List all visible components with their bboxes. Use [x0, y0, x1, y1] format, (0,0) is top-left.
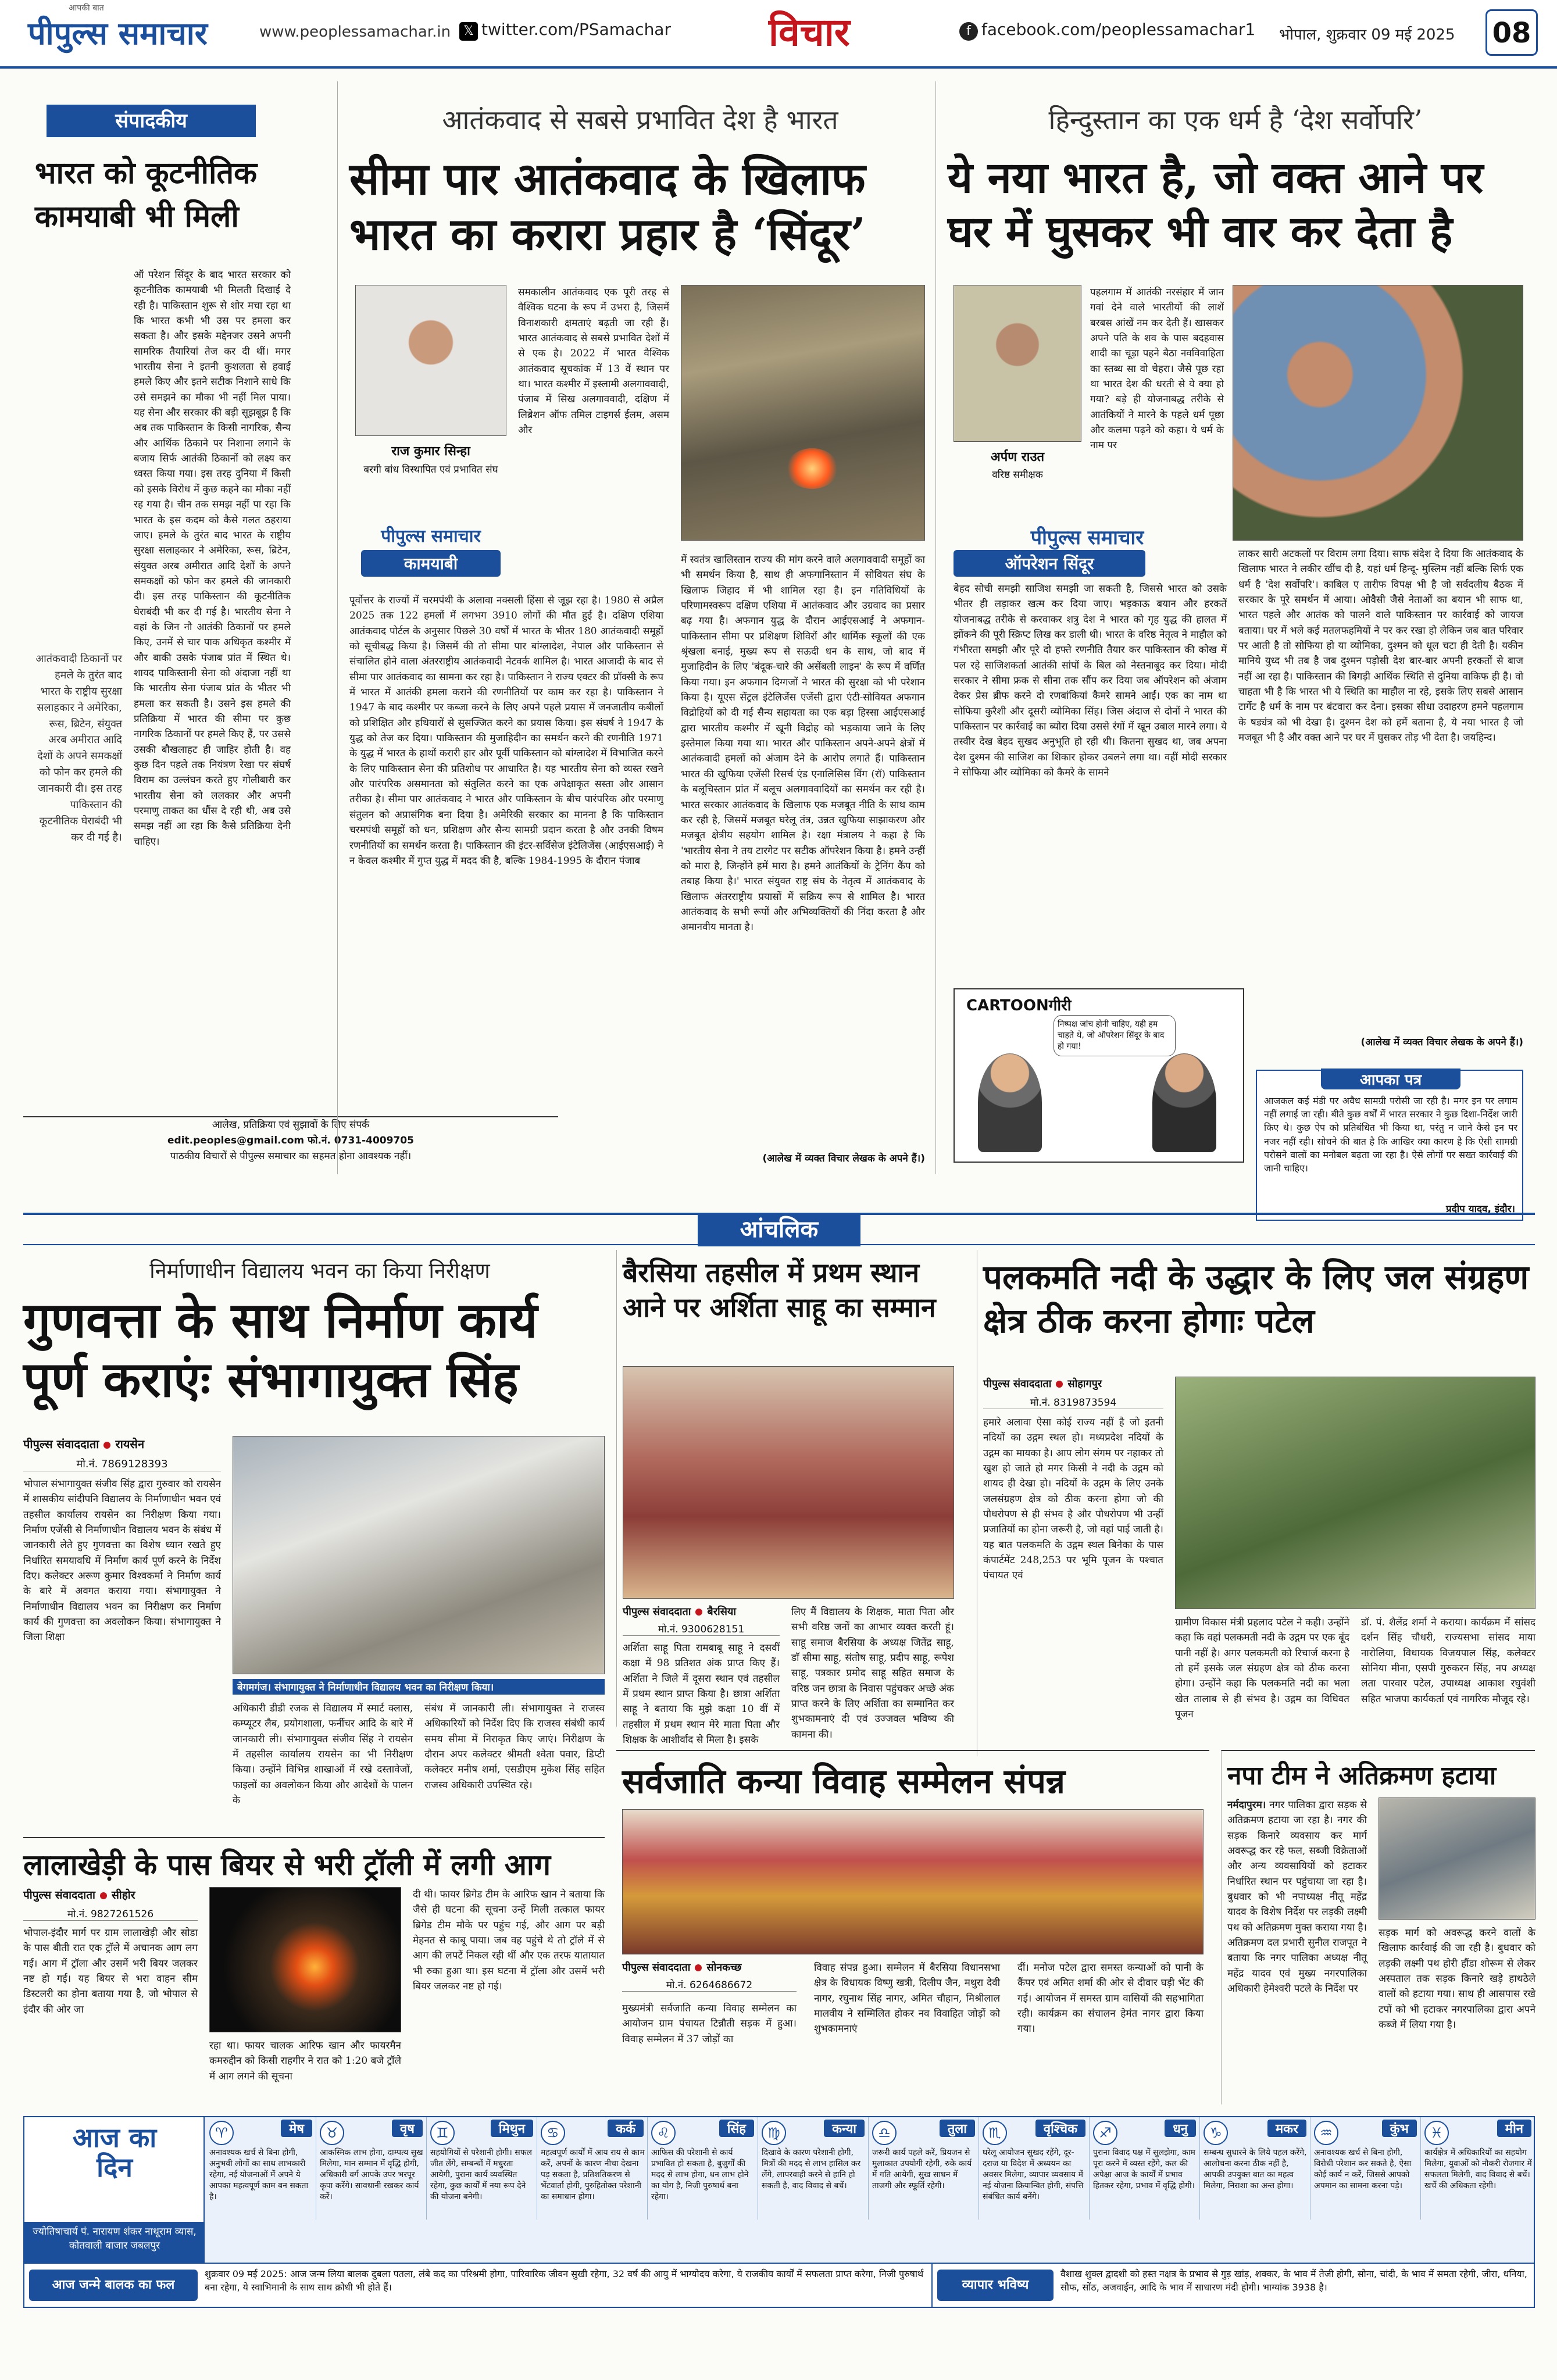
cartoon-figure-right	[1152, 1053, 1216, 1152]
zodiac-name: कुंभ	[1382, 2120, 1417, 2137]
zodiac-cell	[206, 2117, 316, 2220]
story3-body-right: डॉ. पं. शैलेंद्र शर्मा ने कराया। कार्यक्रम में सांसद दर्शन सिंह चौधरी, राज्यसभा सांसद माया नारोलिया, विधायक विजयपाल सिंह, कलेक्टर सोनिया मीना, एसपी गुरुकरन सिंह, नप अध्यक्ष लता पारवार पटेल, उपाध्यक्ष आकाश रघुवंशी सहित भाजपा कार्यकर्ता एवं नागरिक मौजूद रहे।	[1361, 1617, 1535, 1705]
editorial-title: भारत को कूटनीतिक कामयाबी भी मिली	[35, 155, 258, 235]
story6-photo	[1379, 1797, 1535, 1920]
story-encroachment	[1221, 1750, 1535, 2104]
letter-author: प्रदीप यादव, इंदौर।	[1446, 1203, 1515, 1215]
zodiac-symbol-icon: ♌	[651, 2121, 676, 2145]
zodiac-cell	[427, 2117, 537, 2220]
zodiac-symbol-icon: ♉	[320, 2121, 344, 2145]
story1-reporter: पीपुल्स संवाददाता	[23, 1437, 99, 1451]
market-text: वैशाख शुक्ल द्वादशी को हस्त नक्षत्र के प्रभाव से गुड़ खांड़, शक्कर, के भाव में तेजी होगी, सोना, चांदी, के भाव में समता रहेगी, जीरा, धनिया, सौफ, सोंठ, अजवाईन, आदि के भाव में साधारण मंदी होगी। भाग्यांक 3938 है।	[1060, 2268, 1527, 2293]
story4-mobile: मो.नं. 9827261526	[23, 1907, 198, 1921]
logo-tagline: आपकी बात	[69, 3, 104, 13]
zodiac-cell	[1421, 2117, 1535, 2220]
page-number: 08	[1485, 9, 1538, 56]
editorial-footer-disclaimer: पाठकीय विचारों से पीपुल्स समाचार का सहमत होना आवश्यक नहीं।	[170, 1150, 412, 1163]
article1-headline: सीमा पार आतंकवाद के खिलाफ भारत का करारा प्रहार है ‘सिंदूर’	[349, 153, 866, 260]
story6-body-left	[1227, 1797, 1367, 2100]
article2-author-name: अर्पण राउत	[990, 450, 1045, 464]
article-sindoor	[337, 81, 936, 1174]
article1-author-photo	[355, 285, 506, 436]
story3-byline	[983, 1377, 1163, 1391]
article1-body-main: पूर्वोत्तर के राज्यों में चरमपंथी के अलावा नक्सली हिंसा से जूझ रहा है। 1980 से अप्रैल 2025 तक 122 हमलों में लगभग 3910 लोगों की मौत हुई है। दक्षिण एशिया आतंकवाद पोर्टल के अनुसार पिछले 30 वर्षों में भारत के भीतर 180 आतंकवादी समूहों को सूचीबद्ध किया है। जिसमें की तो सीमा पार बांग्लादेश, नेपाल और पाकिस्तान से संचालित होने वाला अंतरराष्ट्रीय आतंकवादी नेटवर्क शामिल है। भारत आजादी के बाद से सीमा पार आतंकवाद का सामना कर रहा है। पाकिस्तान ने राज्य एक्टर की प्रॉक्सी के रूप में भारत में आतंकी हमला कराने की रणनीतियों पर काम कर रहा है। पाकिस्तान ने 1947 के बाद कश्मीर पर कब्जा करने के लिए अपने पहले प्रयास में जनजातीय कबीलों को प्रशिक्षित और हथियारों से सुसज्जित करने का प्रयास किया। इस संघर्ष ने 1947 के युद्ध को तेज कर दिया। पाकिस्तान की मुजाहिदीन का समर्थन करने की रणनीति 1971 के युद्ध में भारत के हाथों करारी हार और पूर्वी पाकिस्तान को बांग्लादेश में विभाजित करने के लिए पाकिस्तान सेना की प्रतिशोध पर आधारित है। यह भारतीय सेना को व्यस्त रखने और पारंपरिक असमानता को संतुलित करने का एक अपेक्षाकृत सस्ता और आसान तरीका है। सीमा पार आतंकवाद ने भारत और पाकिस्तान के बीच पारंपरिक और परमाणु संतुलन को अप्रासंगिक बना दिया है। अमेरिकी सरकार का मानना है कि पाकिस्तान चरमपंथी समूहों को धन, प्रशिक्षण और सैन्य सामग्री प्रदान करता है और उनकी विषम रणनीतियों का समर्थन करता है। पाकिस्तान की इंटर-सर्विसेज इंटेलिजेंस (आईएसआई) ने न केवल कश्मीर में गुप्त युद्ध में मदद की है, बल्कि 1984-1995 के दौरान पंजाब	[349, 595, 663, 867]
editorial-tag: संपादकीय	[47, 105, 256, 137]
story6-body-right: सड़क मार्ग को अवरूद्ध करने वालों के खिलाफ कार्रवाई की जा रही है। बुधवार को लड़की लक्ष्मी पथ होरी हौंडा शोरूम से लेकर अस्पताल तक सड़क किनारे खड़े हाथठेले वालों को हटाया गया। साथ ही आसपास रखे टपों को भी हटाकर नगरपालिका द्वारा अपने कब्जे में लिया गया है।	[1379, 1927, 1535, 2031]
zodiac-cell	[316, 2117, 427, 2220]
story5-reporter: पीपुल्स संवाददाता	[622, 1961, 691, 1974]
story5-byline	[622, 1960, 797, 1974]
story3-body-mid: ग्रामीण विकास मंत्री प्रहलाद पटेल ने कही। उन्होंने कहा कि वहां पलकमती नदी के उद्गम पर एक बूंद पानी नहीं है। अगर पलकमती को रिचार्ज करना है तो हमें इसके जल संग्रहण क्षेत्र को ठीक करना होगा। उन्होंने कहा कि पलकमति नदी का भला खेत तालाब से ही संभव है। उद्गम का विधिवत पूजन	[1175, 1617, 1349, 1721]
letter-body: आजकल कई मंडी पर अवैध सामग्री परोसी जा रही है। मगर इन पर लगाम नहीं लगाई जा रही। बीते कुछ वर्षों में भारत सरकार ने कुछ दिशा-निर्देश जारी किए थे। कुछ ऐप को प्रतिबंधित भी किया था, परंतु न जाने कैसे इन पर नजर नहीं रही। सोचने की बात है कि आखिर क्या कारण है कि ऐसी सामग्री परोसने वालों का मनोबल बढ़ता जा रहा है। ऐसे लोगों पर सख्त कार्रवाई की जानी चाहिए।	[1264, 1095, 1517, 1174]
story-bairasia	[616, 1250, 954, 1746]
zodiac-cell	[979, 2117, 1090, 2220]
byline-dot-icon	[100, 1892, 107, 1899]
letter-box	[1256, 1070, 1523, 1221]
byline-dot-icon	[695, 1609, 702, 1616]
story6-headline: नपा टीम ने अतिक्रमण हटाया	[1227, 1761, 1497, 1791]
zodiac-name: कर्क	[608, 2120, 644, 2137]
story1-body-right: संबंध में जानकारी ली। संभागायुक्त ने राजस्व अधिकारियों को निर्देश दिए कि राजस्व संबंधी कार्य समय सीमा में निराकृत किए जाएं। निरीक्षण के दौरान अपर कलेक्टर श्रीमती श्वेता पवार, डिप्टी कलेक्टर मनीष शर्मा, एसडीएम मुकेश सिंह सहित राजस्व अधिकारी उपस्थित रहे।	[424, 1703, 605, 1791]
zodiac-symbol-icon: ♑	[1204, 2121, 1228, 2145]
article2-photo-officers	[1233, 285, 1523, 541]
zodiac-text: सम्बन्ध सुधारने के लिये पहल करेंगे, आलोचना करना ठीक नहीं है, आपकी उपयुक्त बात का महत्व मिलेगा, निराशा का अन्त होगा।	[1204, 2148, 1307, 2190]
story6-body-text: नगर पालिका द्वारा सड़क से अतिक्रमण हटाया जा रहा है। नगर की सड़क किनारे व्यवसाय कर मार्ग अवरूद्ध कर रहे फल, सब्जी विक्रेताओं और अन्य व्यवसायियों को हटाकर निर्धारित स्थान पर पहुंचाया जा रहा है। बुधवार को भी नपाध्यक्ष नीतू महेंद्र यादव के विशेष निर्देश पर लड़की लक्ष्मी पथ को अतिक्रमण मुक्त कराया गया है। अतिक्रमण दल प्रभारी सुनील राजपूत ने बताया कि नगर पालिका अध्यक्ष नीतू महेंद्र यादव एवं मुख्य नगरपालिका अधिकारी हेमेश्वरी पटले के निर्देश पर	[1227, 1799, 1367, 1995]
article2-kicker: हिन्दुस्तान का एक धर्म है ‘देश सर्वोपरि’	[1048, 104, 1423, 135]
story2-body-left: अर्शिता साहू पिता रामबाबू साहू ने दसवीं कक्षा में 98 प्रतिशत अंक प्राप्त किए हैं। अर्शिता ने जिले में दूसरा स्थान एवं तहसील में प्रथम स्थान प्राप्त किया है। छात्रा अर्शिता साहू ने बताया कि मुझे कक्षा 10 वीं में तहसील में प्रथम स्थान मेरे माता पिता और शिक्षक के आशीर्वाद से मिला है। इसके	[623, 1642, 780, 1746]
story4-body-left: भोपाल-इंदौर मार्ग पर ग्राम लालाखेड़ी और सोडा के पास बीती रात एक ट्रॉले में अचानक आग लग गई। आग में ट्रॉला और उसमें भरी बियर जलकर नष्ट हो गई। यह बियर से भरा वाहन सीम डिस्टलरी का होना बताया गया है, जो भोपाल से इंदौर की ओर जा	[23, 1927, 198, 2016]
facebook-handle: facebook.com/peoplessamachar1	[981, 20, 1256, 39]
zodiac-cell	[1310, 2117, 1421, 2220]
article2-disclaimer: (आलेख में व्यक्त विचार लेखक के अपने हैं।)	[1360, 1037, 1523, 1048]
story4-photo	[209, 1887, 401, 2032]
logo[interactable]	[28, 3, 208, 53]
zodiac-name: मेष	[281, 2120, 312, 2137]
regional-bar	[23, 1213, 1535, 1245]
story2-mobile: मो.नं. 9300628151	[623, 1622, 780, 1636]
story5-place: सोनकच्छ	[706, 1961, 742, 1974]
story1-headline: गुणवत्ता के साथ निर्माण कार्य पूर्ण कराएंः संभागायुक्त सिंह	[23, 1291, 538, 1409]
story4-place: सीहोर	[111, 1889, 135, 1902]
story3-reporter: पीपुल्स संवाददाता	[983, 1378, 1052, 1390]
story3-place: सोहागपुर	[1067, 1378, 1102, 1390]
editorial-body: ऑ परेशन सिंदूर के बाद भारत सरकार को कूटनीतिक कामयाबी भी मिलती दिखाई दे रही है। पाकिस्तान शुरू से शोर मचा रहा था कि भारत कभी भी उस पर हमला कर सकता है। और इसके मद्देनजर उसने अपनी सामरिक तैयारियां तेज कर दी थीं। मगर भारतीय सेना ने इतनी कुशलता से हवाई हमले किए और इतने सटीक निशाने साधे कि उसे समझने का मौका भी नहीं मिल पाया। यह सेना और सरकार की बड़ी सूझबूझ है कि अब तक पाकिस्तान के किसी नागरिक, सैन्य और आर्थिक ठिकाने पर निशाना लगाने के बजाय सिर्फ आतंकी ठिकानों को लक्ष्य कर ध्वस्त किया गया। इस तरह दुनिया में किसी को इसके विरोध में कुछ कहने का मौका नहीं रह गया है। चीन तक समझ नहीं पा रहा कि भारत के इस कदम को कैसे गलत ठहराया जाए। हमले के तुरंत बाद भारत के राष्ट्रीय सुरक्षा सलाहकार ने अमेरिका, रूस, ब्रिटेन, संयुक्त अरब अमीरात आदि देशों के अपने समकक्षों को फोन कर हमले की जानकारी दी। इस तरह पाकिस्तान की कूटनीतिक घेराबंदी भी कर दी गई है। भारतीय सेना ने वहां के जिन नौ आतंकी ठिकानों पर हमले किए, उनमें से चार पाक अधिकृत कश्मीर में और बाकी उसके पंजाब प्रांत में स्थित थे। शायद पाकिस्तानी सेना को अंदाजा नहीं था कि भारतीय सेना पंजाब प्रांत के भीतर भी हमला कर सकती है। उसने इस हमले की प्रतिक्रिया में भारत की सीमा पर कुछ नागरिक ठिकानों पर हमले किए हैं, पर उससे उसकी बौखलाहट ही जाहिर होती है। वह कुछ दिन पहले तक नियंत्रण रेखा पर संघर्ष विराम का उल्लंघन करते हुए गोलीबारी कर भारतीय सेना को ललकार और अपनी परमाणु ताकत का धौंस दे रही थी, अब उसे समझ नहीं आ रहा कि कैसे प्रतिक्रिया देनी चाहिए।	[134, 269, 291, 848]
zodiac-symbol-icon: ♎	[872, 2121, 897, 2145]
dateline: भोपाल, शुक्रवार 09 मई 2025	[1279, 26, 1455, 44]
zodiac-cell	[537, 2117, 648, 2220]
cartoon-figure-left	[978, 1053, 1042, 1152]
story3-photo	[1175, 1377, 1535, 1609]
story3-body-left: हमारे अलावा ऐसा कोई राज्य नहीं है जो इतनी नदियों का उद्गम स्थल हो। मध्यप्रदेश नदियों के उद्गम का मायका है। आप लोग संगम पर नहाकर तो खुश हो जाते हो मगर किसी ने नदी के उद्गम को शायद ही देखा हो। नदियों के उद्गम के लिए उनके जलसंग्रहण क्षेत्र को ठीक करना होगा जो की पौधरोपण से ही संभव है और पौधरोपण भी उन्हीं प्रजातियों का होना जरूरी है, जो वहां पाई जाती है। यह बात पलकमति के उद्गम स्थल बिनेका के पास कंपार्टमेंट 248,253 पर भूमि पूजन के पश्चात पंचायत एवं	[983, 1417, 1163, 1582]
facebook-link[interactable]	[959, 20, 1255, 41]
zodiac-text: पुराना विवाद पक्ष में सुलझेगा, काम पूरा करने में व्यस्त रहेंगे, कल की अपेक्षा आज के कार्यों में प्रभाव हितकर रहेगा, प्रभाव में वृद्धि होगी।	[1093, 2148, 1195, 2190]
story1-place: रायसेन	[115, 1437, 145, 1451]
facebook-icon: f	[959, 22, 978, 41]
article1-kicker: आतंकवाद से सबसे प्रभावित देश है भारत	[442, 104, 838, 135]
story5-body-right: दीं। मनोज पटेल द्वारा समस्त कन्याओं को पानी के कैंपर एवं अमित शर्मा की ओर से दीवार घड़ी भेंट की गई। आयोजन में समस्त ग्राम वासियों की सहभागिता रही। कार्यक्रम का संचालन हेमंत नागर द्वारा किया गया।	[1017, 1962, 1204, 2035]
story1-mobile: मो.नं. 7869128393	[23, 1457, 221, 1471]
article2-body-top: पहलगाम में आतंकी नरसंहार में जान गवां देने वाले भारतीयों की लाशें बरबस आंखें नम कर देती हैं। खासकर अपने पति के शव के पास बदहवास शादी का चूड़ा पहने बैठा नवविवाहिता का स्तब्ध सा वो चेहरा। जैसे पूछ रहा था भारत देश की धरती से ये क्या हो गया? बड़े ही योजनाबद्ध तरीके से आतंकियों ने मारने के पहले धर्म पूछा और कलमा पढ़ने को कहा। ये धर्म के नाम पर	[1090, 287, 1224, 452]
editorial-footer-email[interactable]: edit.peoples@gmail.com फो.नं. 0731-4009705	[167, 1135, 414, 1147]
article2-headline: ये नया भारत है, जो वक्त आने पर घर में घुसकर भी वार कर देता है	[948, 153, 1484, 257]
story1-photo	[233, 1436, 605, 1674]
zodiac-name: मकर	[1267, 2120, 1306, 2137]
zodiac-symbol-icon: ♋	[541, 2121, 565, 2145]
article1-disclaimer: (आलेख में व्यक्त विचार लेखक के अपने हैं।)	[762, 1153, 925, 1164]
story3-headline: पलकमति नदी के उद्धार के लिए जल संग्रहण क्षेत्र ठीक करना होगाः पटेल	[983, 1257, 1529, 1341]
story5-mobile: मो.नं. 6264686672	[622, 1978, 797, 1992]
letter-tag: आपका पत्र	[1321, 1069, 1460, 1089]
zodiac-text: अनावश्यक खर्च से बिना होगी, विरोधी परेशान कर सकते है, ऐसा कोई कार्य न करें, जिससे आपको अपमान का सामना करना पड़े।	[1314, 2148, 1412, 2190]
editorial-section	[23, 81, 297, 1157]
story-sehore-fire	[23, 1837, 605, 2104]
article2-author-desc: वरिष्ठ समीक्षक	[992, 469, 1043, 481]
zodiac-symbol-icon: ♓	[1424, 2121, 1449, 2145]
byline-dot-icon	[103, 1442, 110, 1449]
story1-body-left: भोपाल संभागायुक्त संजीव सिंह द्वारा गुरुवार को रायसेन में शासकीय सांदीपनि विद्यालय के निर्माणाधीन भवन एवं तहसील कार्यालय रायसेन का निरीक्षण किया गया। निर्माण एजेंसी से निर्माणाधीन विद्यालय भवन के संबंध में जानकारी लेते हुए गुणवत्ता का विशेष ध्यान रखते हुए निर्धारित समयावधि में निर्माण कार्य पूर्ण करने के निर्देश दिए। कलेक्टर अरूण कुमार विश्वकर्मा ने निर्माण कार्य के बारे में अवगत कराया गया। संभागायुक्त ने निर्माणाधीन विद्यालय भवन का निरीक्षण कर निर्माण कार्य की गुणवत्ता का अवलोकन किया। संभागायुक्त ने जिला शिक्षा	[23, 1478, 221, 1643]
zodiac-symbol-icon: ♒	[1314, 2121, 1338, 2145]
zodiac-text: अनावश्यक खर्च से बिना होगी, अनुभवी लोगों का साथ लाभकारी रहेगा, नई योजनाओं में अपने ये आपका महत्वपूर्ण काम बन सकता है।	[209, 2148, 309, 2202]
zodiac-text: दिखावे के कारण परेशानी होगी, मित्रों की मदद से लाभ हासिल कर लेंगे, लापरवाही करने से हानि हो सकती है, वाद विवाद से बचें।	[762, 2148, 861, 2190]
logo-text: पीपुल्स समाचार	[28, 15, 208, 52]
zodiac-name: वृश्चिक	[1035, 2120, 1085, 2137]
article1-logo: पीपुल्स समाचार	[381, 526, 481, 546]
birthday-section	[24, 2263, 931, 2307]
editorial-pullquote: आतंकवादी ठिकानों पर हमले के तुरंत बाद भारत के राष्ट्रीय सुरक्षा सलाहकार ने अमेरिका, रूस, ब्रिटेन, संयुक्त अरब अमीरात आदि देशों के अपने समकक्षों को फोन कर हमले की जानकारी दी। इस तरह पाकिस्तान की कूटनीतिक घेराबंदी भी कर दी गई है।	[35, 653, 122, 844]
byline-dot-icon	[1056, 1381, 1063, 1388]
zodiac-symbol-icon: ♏	[983, 2121, 1007, 2145]
website-link[interactable]: www.peoplessamachar.in	[259, 23, 451, 41]
section-title: विचार	[769, 9, 850, 55]
article-new-india	[942, 81, 1535, 1215]
story2-place: बैरसिया	[707, 1606, 736, 1618]
story1-byline	[23, 1436, 221, 1452]
zodiac-cell	[1200, 2117, 1310, 2220]
article2-badge: ऑपरेशन सिंदूर	[954, 550, 1145, 577]
story2-headline: बैरसिया तहसील में प्रथम स्थान आने पर अर्शिता साहू का सम्मान	[623, 1257, 936, 1323]
horoscope-strip	[23, 2116, 1535, 2308]
story1-kicker: निर्माणाधीन विद्यालय भवन का किया निरीक्षण	[149, 1259, 490, 1283]
zodiac-text: जरूरी कार्य पहले करें, प्रियजन से मुलाकात उपयोगी रहेगी, रुके कार्य में गति आयेगी, सुख साधन में ताजगी और स्फूर्ति रहेगी।	[872, 2148, 972, 2190]
zodiac-text: कार्यक्षेत्र में अधिकारियों का सहयोग मिलेगा, युवाओं को नौकरी रोजगार में सफलता मिलेगी, वाद विवाद से बचें। खर्चे की अधिकता रहेगी।	[1424, 2148, 1532, 2190]
zodiac-name: धनु	[1165, 2120, 1196, 2137]
story-palakmati	[977, 1250, 1535, 1756]
cartoon-speech-bubble: निष्पक्ष जांच होनी चाहिए, यही हम चाहते थे, जो ऑपरेशन सिंदूर के बाद हो गया!	[1054, 1015, 1176, 1056]
zodiac-name: वृष	[392, 2120, 423, 2137]
article1-badge: कामयाबी	[361, 550, 501, 577]
zodiac-text: महत्वपूर्ण कार्यों में आय राय से काम करें, अपनों के कारण नीचा देखना पड़ सकता है, प्रतिशतिकरण से भेंटवार्ता होगी, पुरुहितोक्त परेशानी का समाधान होगा।	[541, 2148, 645, 2202]
story2-photo	[623, 1366, 954, 1599]
story-raisen	[23, 1250, 605, 1820]
story4-byline	[23, 1887, 198, 1902]
story2-byline	[623, 1604, 780, 1618]
regional-title: आंचलिक	[698, 1213, 860, 1246]
story4-body-mid: रहा था। फायर चालक आरिफ खान और फायरमैन कमरुद्दीन को किसी राहगीर ने रात को 1:20 बजे ट्रॉले में आग लगने की सूचना	[209, 2040, 401, 2082]
zodiac-symbol-icon: ♍	[762, 2121, 786, 2145]
twitter-link[interactable]	[459, 20, 671, 41]
market-tag: व्यापार भविष्य	[937, 2270, 1054, 2301]
zodiac-cell	[869, 2117, 979, 2220]
story5-photo	[622, 1809, 1204, 1954]
cartoon-box	[954, 988, 1244, 1163]
zodiac-grid	[206, 2117, 1535, 2222]
story5-headline: सर्वजाति कन्या विवाह सम्मेलन संपन्न	[622, 1761, 1065, 1801]
article1-body-top: समकालीन आतंकवाद एक पूरी तरह से वैश्विक घटना के रूप में उभरा है, जिसमें विनाशकारी क्षमताएं बढ़ती जा रही हैं। भारत आतंकवाद से सबसे प्रभावित देशों में से एक है। 2022 में भारत वैश्विक आतंकवाद सूचकांक में 13 वें स्थान पर था। भारत कश्मीर में इस्लामी अलगाववादी, पंजाब में सिख अलगाववादी, दक्षिण में लिब्रेशन ऑफ तमिल टाइगर्स ईलम, असम और	[518, 287, 669, 437]
horoscope-title: आज का दिन	[72, 2122, 157, 2183]
story-vivah	[616, 1750, 1209, 2104]
story2-reporter: पीपुल्स संवाददाता	[623, 1606, 691, 1618]
zodiac-cell	[648, 2117, 758, 2220]
zodiac-symbol-icon: ♊	[430, 2121, 455, 2145]
zodiac-name: कन्या	[824, 2120, 865, 2137]
byline-dot-icon	[695, 1964, 702, 1971]
story3-mobile: मो.नं. 8319873594	[983, 1395, 1163, 1409]
story4-reporter: पीपुल्स संवाददाता	[23, 1889, 95, 1902]
zodiac-name: सिंह	[719, 2120, 754, 2137]
zodiac-text: घरेलू आयोजन सुखद रहेंगे, दूर-दराज या विदेश में अध्ययन का अवसर मिलेगा, व्यापार व्यवसाय में नई योजना क्रियान्वित होगी, संपत्ति संबंधित कार्य बनेंगे।	[983, 2148, 1084, 2202]
zodiac-text: सहयोगियों से परेशानी होगी। सफल जीत लेंगे, सम्बन्धों में मधुरता आयेगी, पुराना कार्य व्यवस्थित रहेगा, कुछ कार्यों में नया रूप देने की योजना बनेगी।	[430, 2148, 533, 2202]
zodiac-name: मिथुन	[491, 2120, 533, 2137]
article1-photo-strike	[681, 285, 925, 541]
zodiac-name: तुला	[940, 2120, 975, 2137]
article1-author-desc: बरगी बांध विस्थापित एवं प्रभावित संघ	[363, 464, 498, 476]
astrologer-credit: ज्योतिषाचार्य पं. नारायण शंकर नाथूराम व्यास, कोतवाली बाजार जबलपुर	[24, 2222, 205, 2263]
story5-body-mid: विवाह संपन्न हुआ। सम्मेलन में बैरसिया विधानसभा क्षेत्र के विधायक विष्णु खत्री, दिलीप जैन, मथुरा देवी नागर, रघुनाथ सिंह नागर, अमित चौहान, मिश्रीलाल मालवीय ने सम्मिलित होकर नव विवाहित जोड़ों को शुभकामनाएं	[814, 1962, 1000, 2035]
article2-body-main: बेहद सोची समझी साजिश समझी जा सकती है, जिससे भारत को उसके भीतर ही लड़ाकर खत्म कर दिया जाए। भड़काऊ बयान और हरकतें योजनाबद्ध तरीके से करवाकर शत्रु देश ने भारत को गृह युद्ध की हालत में झोंकने की पूरी स्क्रिप्ट लिख कर डाली थी। भारत के वरिष्ठ नेतृत्व ने माहौल को गंभीरता समझी और पूरे दो हफ्ते रणनीति तैयार कर पाकिस्तान की कोख में पल रहे साजिशकर्ता आतंकी सांपों के बिल को नेस्तनाबूद कर दिया। मोदी सरकार ने सीमा फ्रक से सीना तक सौंप कर दिया जब ऑपरेशन को अंजाम देकर प्रेस ब्रीफ करने दो रणबांकियां कैमरे सामने आईं। एक का नाम था सोफिया कुरैशी और दूसरी व्योमिका सिंह। जिस अंदाज से दोनों ने भारत की पाकिस्तान पर कार्रवाई का ब्योरा दिया उससे रंगों में खून उबाल मारने लगा। ये तस्वीर देख बेहद सुखद अनुभूति हो रही थी। कितना सुखद था, जब अपना देश दुश्मन की साजिश का शिकार होकर उबलने लगा था। वहीं मोदी सरकार ने सोफिया और व्योमिका को कैमरे के सामने	[954, 583, 1227, 779]
article2-author-photo	[954, 285, 1081, 442]
article1-photo-fire	[786, 448, 838, 489]
zodiac-text: आकस्मिक लाभ होगा, दाम्पत्य सुख मिलेगा, मान सम्मान में वृद्धि होगी, अधिकारी वर्ग आपके उपर भरपूर कृपा करेंगे। सावधानी रखकर कार्य करें।	[320, 2148, 423, 2202]
cartoon-title: CARTOONगीरी	[966, 997, 1072, 1014]
story5-body-left: मुख्यमंत्री सर्वजाति कन्या विवाह सम्मेलन का आयोजन ग्राम पंचायत टिन्नौती सड़क में हुआ। विवाह सम्मेलन में 37 जोड़ों का	[622, 2003, 797, 2045]
story6-place: नर्मदापुरम।	[1227, 1799, 1266, 1811]
story4-headline: लालाखेड़ी के पास बियर से भरी ट्रॉली में लगी आग	[23, 1847, 551, 1882]
article1-author-name: राज कुमार सिन्हा	[391, 444, 470, 459]
story2-body-right: लिए मैं विद्यालय के शिक्षक, माता पिता और सभी वरिष्ठ जनों का आभार व्यक्त करती हूं। साहू समाज बैरसिया के अध्यक्ष जितेंद्र साहू, डाॅ सीमा साहू, संतोष साहू, प्रदीप साहू, रूपेश साहू, पत्रकार प्रमोद साहू सहित समाज के वरिष्ठ जन छात्रा के निवास पहुंचकर अच्छे अंक प्राप्त करने के लिए अर्शिता का सम्मानित कर शुभकामनाएं दी एवं उज्जवल भविष्य की कामना की।	[791, 1606, 954, 1741]
article1-body-right: में स्वतंत्र खालिस्तान राज्य की मांग करने वाले अलगाववादी समूहों का भी समर्थन किया है, साथ ही अफगानिस्तान में सोवियत संघ के खिलाफ जिहाद में भी शामिल रहा है। इन गतिविधियों के परिणामस्वरूप दक्षिण एशिया में आतंकवाद और उग्रवाद का प्रसार बढ़ गया है। अफगान युद्ध के दौरान आईएसआई ने अफगान-पाकिस्तान सीमा पर प्रशिक्षण शिविरों और धार्मिक स्कूलों की एक श्रृंखला बनाई, मुख्य रूप से सऊदी धन के साथ, जो बाद में मुजाहिदीन के लिए 'बंदूक-चारे की असेंबली लाइन' के रूप में वर्णित किया गया। इन अफगान दिग्गजों ने भारत की सुरक्षा को भी परेशान किया है। यूएस सेंट्रल इंटेलिजेंस एजेंसी द्वारा एंटी-सोवियत अफगान विद्रोहियों को दी गई सैन्य सहायता का एक बड़ा हिस्सा आईएसआई द्वारा भारतीय कश्मीर में खूनी विद्रोह को भड़काया जाने के लिए इस्तेमाल किया गया था। भारत और पाकिस्तान अपने-अपने क्षेत्रों में आतंकवादी हमलों को अंजाम देने के आरोप लगाते हैं। पाकिस्तान भारत की खुफिया एजेंसी रिसर्च एंड एनालिसिस विंग (रॉ) पाकिस्तान के बलूचिस्तान प्रांत में बलूच अलगाववादियों का समर्थन कर रही है। भारत सरकार आतंकवाद के खिलाफ एक मजबूत नीति के साथ काम कर रही है, जिसमें मजबूत घरेलू तंत्र, उन्नत खुफिया साझाकरण और मजबूत क्षेत्रीय सहयोग शामिल है। रक्षा मंत्रालय ने कहा है कि 'भारतीय सेना ने तय टारगेट पर सटीक ऑपरेशन किया है। हमने उन्हीं को मारा है, जिन्होंने हमें मारा है। हमने आतंकियों के ट्रेनिंग कैंप को तबाह किया है।' भारत संयुक्त राष्ट्र संघ के नेतृत्व में आतंकवाद के खिलाफ अंतरराष्ट्रीय प्रयासों में सक्रिय रूप से शामिल है। भारत आतंकवाद के सभी रूपों और अभिव्यक्तियों की निंदा करता है और अमानवीय मानता है।	[681, 554, 925, 934]
masthead	[0, 0, 1557, 69]
zodiac-symbol-icon: ♈	[209, 2121, 234, 2145]
market-section	[931, 2263, 1534, 2307]
zodiac-text: आफिस की परेशानी से कार्य प्रभावित हो सकता है, बुजुर्गों की मदद से लाभ होगा, धन लाभ होने का योग है, निजी पुरुषार्थ बना रहेगा।	[651, 2148, 749, 2202]
twitter-handle: twitter.com/PSamachar	[481, 20, 671, 39]
zodiac-cell	[1090, 2117, 1200, 2220]
birthday-text: शुक्रवार 09 मई 2025: आज जन्म लिया बालक दुबला पतला, लंबे कद का परिश्रमी होगा, पारिवारिक जीवन सुखी रहेगा, 32 वर्ष की आयु में भाग्योदय करेगा, ये राजकीय कार्यों में सफलता प्राप्त करेगा, निजी पुरुषार्थ बना रहेगा, ये स्वाभिमानी के साथ साथ क्रोधी भी होते हैं।	[205, 2268, 924, 2293]
zodiac-cell	[758, 2117, 869, 2220]
twitter-icon: 𝕏	[459, 22, 478, 41]
story4-body-right: दी थी। फायर ब्रिगेड टीम के आरिफ खान ने बताया कि जैसे ही घटना की सूचना उन्हें मिली तत्काल फायर ब्रिगेड टीम मौके पर पहुंच गई, और आग पर बड़ी मेहनत से काबू पाया। जब वह पहुंचे थे तो ट्रॉले में से आग की लपटें निकल रही थीं और एक तरफ यातायात भी रुका हुआ था। इस घटना में ट्रॉला और उसमें भरी बियर जलकर नष्ट हो गई।	[413, 1889, 605, 1993]
article2-logo: पीपुल्स समाचार	[1030, 526, 1144, 549]
editorial-footer-line1: आलेख, प्रतिक्रिया एवं सुझावों के लिए संपर्क	[212, 1119, 370, 1131]
zodiac-name: मीन	[1497, 2120, 1531, 2137]
horoscope-title-box	[24, 2117, 205, 2222]
birthday-tag: आज जन्मे बालक का फल	[29, 2270, 198, 2301]
story1-photo-caption: बेगमगंज। संभागायुक्त ने निर्माणाधीन विद्यालय भवन का निरीक्षण किया।	[233, 1679, 605, 1695]
story1-body-mid: अधिकारी डीडी रजक से विद्यालय में स्मार्ट क्लास, कम्प्यूटर लैब, प्रयोगशाला, फर्नीचर आदि के बारे में जानकारी ली। संभागायुक्त संजीव सिंह ने रायसेन में तहसील कार्यालय रायसेन का भी निरीक्षण किया। उन्होंने विभिन्न शाखाओं में रखे दस्तावेजों, फाइलों का अवलोकन किया और आदेशों के पालन के	[233, 1703, 413, 1807]
zodiac-symbol-icon: ♐	[1093, 2121, 1117, 2145]
article2-body-right: लाकर सारी अटकलों पर विराम लगा दिया। साफ संदेश दे दिया कि आतंकवाद के खिलाफ भारत ने लकीर खींच दी है, यहां धर्म हिन्दू- मुस्लिम नहीं बल्कि सिर्फ एक धर्म है 'देश सर्वोपरि'। काबिल ए तारीफ विपक्ष भी है जो सर्वदलीय बैठक में सरकार के पूरे समर्थन में आया। ओवैसी जैसे नेताओं का बयान भी साफ था, भारत पहले और आतंक को पालने वाले पाकिस्तान पर कार्रवाई को जायज बताया। घर में भले कई मतलफहमियों ने पर कर रखा हो लेकिन जब बात परिवार पर आती है तो सोफिया हो या व्योमिका, दुश्मन को धूल चटा ही देती है। यकीन मानिये युध्द भी तब है जब दुश्मन पड़ोसी देश बार-बार अपनी हरकतों से बाज नहीं आ रहा है। पाकिस्तान की बिगड़ी आर्थिक स्थिति से दुनिया वाकिफ ही है। वो चाहता भी है कि भारत भी ये स्थिति का माहौल ना रहे, इसके लिए सबसे आसान टार्गेट है धर्म के नाम पर बंटवारा कर देना। इसका सीधा उदाहरण हमने पहलगाम के षड्यंत्र को भी देखा है। दुश्मन देश को हमें बताना है, ये नया भारत है जो मजबूत भी है और वक्त आने पर घर में घुसकर तोड़ भी देता है। जयहिन्द।	[1238, 548, 1523, 744]
